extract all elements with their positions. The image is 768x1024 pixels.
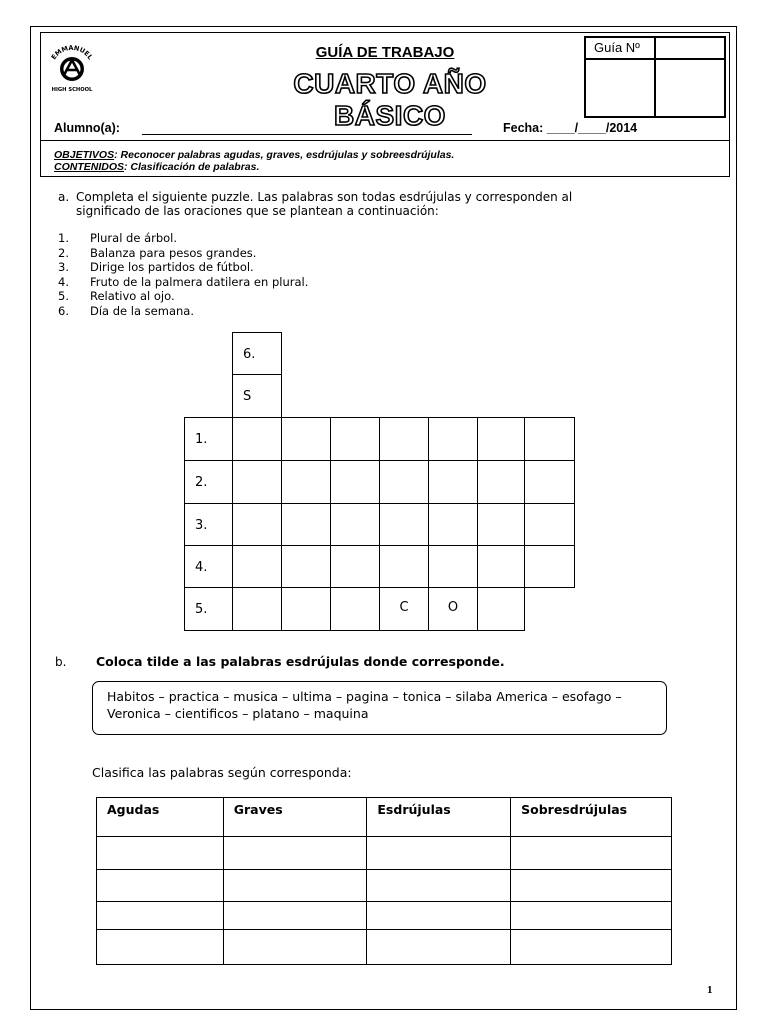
- table-cell[interactable]: [223, 902, 367, 930]
- table-cell[interactable]: [511, 930, 672, 965]
- puzzle-cell-clue-6[interactable]: 6.: [232, 332, 282, 375]
- table-cell[interactable]: [367, 837, 511, 870]
- table-cell[interactable]: [97, 902, 224, 930]
- clue-item: 4. Fruto de la palmera datilera en plural.: [58, 274, 309, 289]
- column-header-agudas: Agudas: [97, 798, 224, 837]
- contenidos-key: CONTENIDOS: [54, 161, 125, 173]
- page-title: GUÍA DE TRABAJO: [315, 44, 455, 61]
- puzzle-cell[interactable]: [477, 587, 525, 631]
- alumno-label: Alumno(a):: [54, 121, 120, 135]
- table-cell[interactable]: [367, 930, 511, 965]
- table-cell[interactable]: [511, 837, 672, 870]
- puzzle-cell[interactable]: [330, 503, 380, 546]
- puzzle-cell[interactable]: [524, 417, 575, 461]
- puzzle-cell[interactable]: [330, 545, 380, 588]
- puzzle-cell[interactable]: [330, 587, 380, 631]
- puzzle-cell[interactable]: [428, 460, 478, 504]
- puzzle-cell[interactable]: [379, 545, 429, 588]
- table-cell[interactable]: [367, 902, 511, 930]
- table-cell[interactable]: [223, 930, 367, 965]
- table-cell[interactable]: [97, 870, 224, 902]
- table-row: [97, 837, 672, 870]
- logo-arc-text: EMMANUEL: [49, 43, 95, 62]
- puzzle-cell[interactable]: [330, 417, 380, 461]
- word-box: [92, 681, 667, 735]
- puzzle-cell[interactable]: [428, 545, 478, 588]
- puzzle-cell-letter-s[interactable]: S: [232, 374, 282, 418]
- puzzle-cell[interactable]: [330, 460, 380, 504]
- objetivos-key: OBJETIVOS: [54, 149, 115, 161]
- table-row: [97, 902, 672, 930]
- puzzle-cell[interactable]: [281, 460, 331, 504]
- objetivos-text: : Reconocer palabras agudas, graves, esdrújulas y sobreesdrújulas.: [114, 149, 455, 161]
- page-subtitle: CUARTO AÑO BÁSICO: [293, 68, 487, 131]
- puzzle-cell[interactable]: [477, 417, 525, 461]
- classification-table: [96, 797, 672, 965]
- puzzle-row-label-4[interactable]: 4.: [184, 545, 233, 588]
- page-number: 1: [707, 984, 713, 996]
- word-list-line: Habitos – practica – musica – ultima – pagina – tonica – silaba America – esofago –: [107, 689, 622, 704]
- fecha-field[interactable]: Fecha: ____/____/2014: [503, 121, 638, 135]
- puzzle-cell[interactable]: [379, 417, 429, 461]
- puzzle-row-label-1[interactable]: 1.: [184, 417, 233, 461]
- table-row: [97, 930, 672, 965]
- puzzle-cell[interactable]: [281, 503, 331, 546]
- puzzle-cell[interactable]: [232, 460, 282, 504]
- word-list-line: Veronica – cientificos – platano – maquina: [107, 706, 369, 721]
- clue-item: 6. Día de la semana.: [58, 303, 194, 318]
- column-header-graves: Graves: [223, 798, 367, 837]
- puzzle-cell[interactable]: [281, 587, 331, 631]
- puzzle-cell[interactable]: [477, 545, 525, 588]
- section-b-mark: b.: [55, 655, 67, 669]
- guia-box-divider: [654, 36, 656, 118]
- puzzle-cell[interactable]: [524, 460, 575, 504]
- table-row: [97, 870, 672, 902]
- puzzle-cell[interactable]: [428, 503, 478, 546]
- section-a-mark: a.: [58, 190, 70, 204]
- logo-bottom-text: HIGH SCHOOL: [51, 87, 93, 93]
- puzzle-cell[interactable]: [379, 503, 429, 546]
- school-logo: [44, 40, 100, 94]
- table-cell[interactable]: [97, 930, 224, 965]
- puzzle-cell[interactable]: [232, 503, 282, 546]
- header-separator: [40, 140, 730, 141]
- puzzle-row-label-3[interactable]: 3.: [184, 503, 233, 546]
- alumno-name-line[interactable]: [142, 134, 472, 135]
- clue-item: 3. Dirige los partidos de fútbol.: [58, 260, 254, 274]
- section-a-text: Completa el siguiente puzzle. Las palabras son todas esdrújulas y corresponden al significado de las oraciones que se plantean a continuación:: [76, 190, 573, 218]
- puzzle-cell[interactable]: [379, 460, 429, 504]
- guia-box-line: [584, 58, 726, 60]
- table-cell[interactable]: [511, 870, 672, 902]
- contenidos-text: : Clasificación de palabras.: [124, 161, 260, 173]
- table-cell[interactable]: [223, 837, 367, 870]
- clue-item: 1. Plural de árbol.: [58, 231, 178, 245]
- table-cell[interactable]: [367, 870, 511, 902]
- puzzle-row-label-2[interactable]: 2.: [184, 460, 233, 504]
- section-a-instruction: [58, 190, 638, 218]
- table-cell[interactable]: [511, 902, 672, 930]
- clue-item: 5. Relativo al ojo.: [58, 289, 175, 303]
- guia-label: Guía Nº: [594, 40, 640, 55]
- puzzle-cell[interactable]: [232, 417, 282, 461]
- puzzle-cell[interactable]: [281, 417, 331, 461]
- puzzle-cell[interactable]: [281, 545, 331, 588]
- classify-prompt: Clasifica las palabras según corresponda:: [92, 765, 352, 780]
- puzzle-row-label-5[interactable]: 5.: [184, 587, 233, 631]
- column-header-esdrujulas: Esdrújulas: [367, 798, 511, 837]
- puzzle-cell[interactable]: [477, 460, 525, 504]
- clue-item: 2. Balanza para pesos grandes.: [58, 245, 257, 260]
- puzzle-cell[interactable]: [428, 417, 478, 461]
- puzzle-cell[interactable]: [524, 503, 575, 546]
- puzzle-cell-letter-c[interactable]: C: [379, 587, 429, 631]
- column-header-sobresdrujulas: Sobresdrújulas: [511, 798, 672, 837]
- table-cell[interactable]: [97, 837, 224, 870]
- puzzle-cell[interactable]: [524, 545, 575, 588]
- puzzle-cell[interactable]: [477, 503, 525, 546]
- clue-list: [58, 231, 308, 318]
- objectives-block: [54, 149, 454, 173]
- puzzle-cell-letter-o[interactable]: O: [428, 587, 478, 631]
- section-b-title: Coloca tilde a las palabras esdrújulas donde corresponde.: [96, 654, 505, 669]
- table-cell[interactable]: [223, 870, 367, 902]
- puzzle-cell[interactable]: [232, 545, 282, 588]
- puzzle-cell[interactable]: [232, 587, 282, 631]
